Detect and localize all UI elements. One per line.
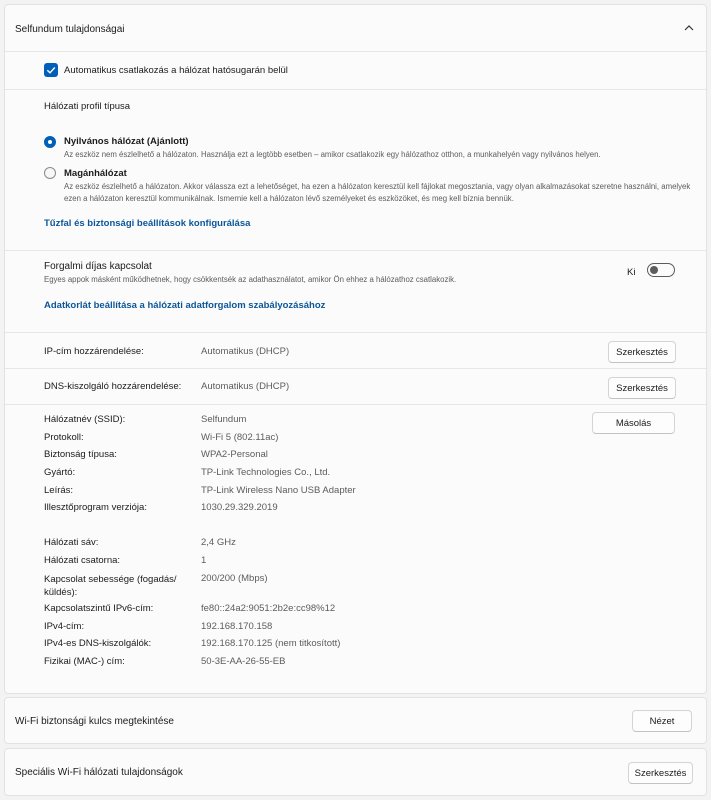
divider xyxy=(5,332,706,333)
security-type-value: WPA2-Personal xyxy=(201,449,268,460)
divider xyxy=(5,404,706,405)
firewall-settings-link[interactable]: Tűzfal és biztonsági beállítások konfigurálása xyxy=(44,218,251,229)
public-network-description: Az eszköz nem észlelhető a hálózaton. Használja ezt a legtöbb esetben – amikor csatlakozik egy hálózathoz otthon, a munkahelyén vagy nyilvános helyen. xyxy=(64,150,601,159)
public-network-label: Nyilvános hálózat (Ajánlott) xyxy=(64,136,189,147)
public-network-radio[interactable] xyxy=(44,136,56,148)
driver-version-value: 1030.29.329.2019 xyxy=(201,502,278,513)
network-band-label: Hálózati sáv: xyxy=(44,537,99,548)
protocol-value: Wi-Fi 5 (802.11ac) xyxy=(201,432,279,443)
ipv4-value: 192.168.170.158 xyxy=(201,621,273,632)
properties-card xyxy=(4,4,707,694)
manufacturer-label: Gyártó: xyxy=(44,467,76,478)
advanced-edit-button[interactable]: Szerkesztés xyxy=(628,762,693,784)
dns-edit-button[interactable]: Szerkesztés xyxy=(608,377,676,399)
divider xyxy=(5,51,706,52)
auto-connect-checkbox[interactable] xyxy=(44,63,58,77)
ipv6-label: Kapcsolatszintű IPv6-cím: xyxy=(44,603,154,614)
description-value: TP-Link Wireless Nano USB Adapter xyxy=(201,485,356,496)
ipv6-value: fe80::24a2:9051:2b2e:cc98%12 xyxy=(201,603,336,614)
toggle-knob xyxy=(650,266,658,274)
network-channel-label: Hálózati csatorna: xyxy=(44,555,121,566)
metered-toggle[interactable] xyxy=(647,263,675,277)
network-band-value: 2,4 GHz xyxy=(201,537,236,548)
advanced-properties-card xyxy=(4,748,707,796)
ssid-label: Hálózatnév (SSID): xyxy=(44,414,126,425)
properties-title: Selfundum tulajdonságai xyxy=(15,24,125,35)
ip-edit-button[interactable]: Szerkesztés xyxy=(608,341,676,363)
network-channel-value: 1 xyxy=(201,555,207,566)
security-key-label: Wi-Fi biztonsági kulcs megtekintése xyxy=(15,716,174,727)
ssid-value: Selfundum xyxy=(201,414,247,425)
description-label: Leírás: xyxy=(44,485,74,496)
ip-assignment-label: IP-cím hozzárendelése: xyxy=(44,346,144,357)
driver-version-label: Illesztőprogram verziója: xyxy=(44,502,147,513)
manufacturer-value: TP-Link Technologies Co., Ltd. xyxy=(201,467,331,478)
metered-description: Egyes appok másként működhetnek, hogy csökkentsék az adathasználatot, amikor Ön ehhez a hálózathoz csatlakozik. xyxy=(44,275,457,284)
ipv4-dns-value: 192.168.170.125 (nem titkosított) xyxy=(201,638,341,649)
private-network-radio[interactable] xyxy=(44,167,56,179)
auto-connect-label: Automatikus csatlakozás a hálózat hatósugarán belül xyxy=(64,65,288,76)
advanced-properties-label: Speciális Wi-Fi hálózati tulajdonságok xyxy=(15,767,183,778)
view-security-key-button[interactable]: Nézet xyxy=(632,710,692,732)
private-network-label: Magánhálózat xyxy=(64,168,127,179)
private-network-description: Az eszköz észlelhető a hálózaton. Akkor válassza ezt a lehetőséget, ha ezen a hálózaton keresztül kell fájlokat megosztania, vagy olyan alkalmazásokat szeretne használni, amelyek ezen a hálózaton keresztül kommunikálnak. Ismernie kell a hálózaton lévő személyeket és eszközöket, és meg kell bíznia bennük. xyxy=(64,182,691,203)
security-key-card xyxy=(4,697,707,744)
security-type-label: Biztonság típusa: xyxy=(44,449,117,460)
ipv4-dns-label: IPv4-es DNS-kiszolgálók: xyxy=(44,638,152,649)
ip-assignment-value: Automatikus (DHCP) xyxy=(201,346,290,357)
protocol-label: Protokoll: xyxy=(44,432,84,443)
metered-state-label: Ki xyxy=(627,267,636,278)
metered-title: Forgalmi díjas kapcsolat xyxy=(44,261,152,272)
link-speed-value: 200/200 (Mbps) xyxy=(201,573,268,584)
divider xyxy=(5,89,706,90)
checkmark-icon xyxy=(44,63,58,77)
data-limit-link[interactable]: Adatkorlát beállítása a hálózati adatforgalom szabályozásához xyxy=(44,300,326,311)
mac-address-value: 50-3E-AA-26-55-EB xyxy=(201,656,286,667)
link-speed-label: Kapcsolat sebessége (fogadás/ küldés): xyxy=(44,574,177,598)
ipv4-label: IPv4-cím: xyxy=(44,621,85,632)
divider xyxy=(5,368,706,369)
divider xyxy=(5,250,706,251)
profile-heading: Hálózati profil típusa xyxy=(44,101,131,112)
copy-button[interactable]: Másolás xyxy=(592,412,675,434)
dns-assignment-value: Automatikus (DHCP) xyxy=(201,381,290,392)
mac-address-label: Fizikai (MAC-) cím: xyxy=(44,656,125,667)
chevron-up-icon[interactable] xyxy=(682,21,696,35)
dns-assignment-label: DNS-kiszolgáló hozzárendelése: xyxy=(44,381,182,392)
